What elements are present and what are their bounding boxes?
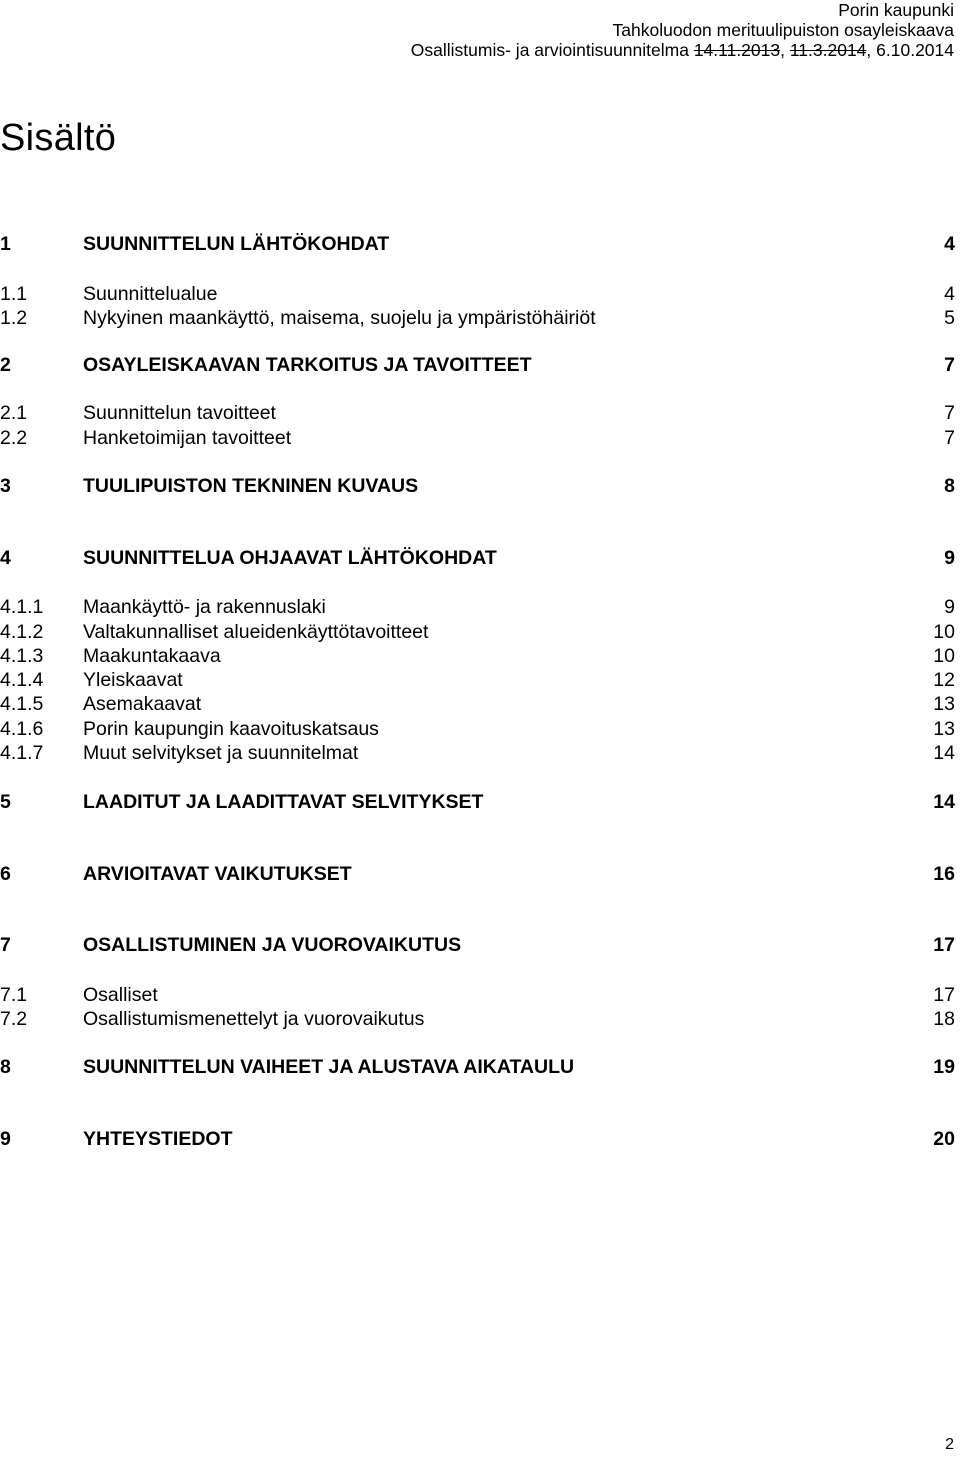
toc-entry-number: 7.1 bbox=[0, 984, 28, 1006]
toc-entry-title: LAADITUT JA LAADITTAVAT SELVITYKSET bbox=[83, 791, 484, 813]
toc-entry-page: 14 bbox=[933, 791, 955, 813]
toc-entry-2-1[interactable] bbox=[0, 401, 955, 425]
page-number: 2 bbox=[945, 1436, 954, 1453]
header-date-separator: , bbox=[780, 40, 790, 60]
toc-entry-page: 13 bbox=[933, 693, 955, 715]
toc-entry-2[interactable] bbox=[0, 353, 955, 377]
toc-entry-4-1-1[interactable] bbox=[0, 595, 955, 619]
toc-entry-number: 2.2 bbox=[0, 427, 28, 449]
toc-entry-7-2[interactable] bbox=[0, 1007, 955, 1031]
toc-entry-title: Maankäyttö- ja rakennuslaki bbox=[83, 596, 326, 618]
toc-entry-title: ARVIOITAVAT VAIKUTUKSET bbox=[83, 863, 352, 885]
toc-entry-page: 5 bbox=[944, 307, 955, 329]
header-struck-date-2: 11.3.2014 bbox=[789, 40, 867, 60]
toc-entry-page: 14 bbox=[933, 742, 955, 764]
toc-entry-title: Osallistumismenettelyt ja vuorovaikutus bbox=[83, 1008, 425, 1030]
toc-entry-8[interactable] bbox=[0, 1055, 955, 1079]
toc-entry-number: 4.1.6 bbox=[0, 718, 44, 740]
toc-entry-page: 7 bbox=[944, 427, 955, 449]
toc-entry-page: 7 bbox=[944, 354, 955, 376]
toc-entry-title: Yleiskaavat bbox=[83, 669, 183, 691]
toc-entry-page: 9 bbox=[944, 547, 955, 569]
document-header bbox=[411, 0, 954, 60]
toc-entry-number: 4.1.3 bbox=[0, 645, 44, 667]
toc-entry-title: Valtakunnalliset alueidenkäyttötavoitteet bbox=[83, 621, 429, 643]
toc-entry-title: Asemakaavat bbox=[83, 693, 202, 715]
toc-entry-title: TUULIPUISTON TEKNINEN KUVAUS bbox=[83, 475, 419, 497]
toc-entry-3[interactable] bbox=[0, 474, 955, 498]
toc-entry-9[interactable] bbox=[0, 1127, 955, 1151]
header-organization: Porin kaupunki bbox=[838, 0, 954, 20]
toc-entry-number: 5 bbox=[0, 791, 11, 813]
header-current-date: , 6.10.2014 bbox=[866, 40, 954, 60]
toc-entry-number: 4.1.1 bbox=[0, 596, 44, 618]
toc-title: Sisältö bbox=[0, 117, 117, 159]
toc-entry-number: 2.1 bbox=[0, 402, 28, 424]
header-struck-date-1: 14.11.2013 bbox=[693, 40, 781, 60]
toc-entry-1[interactable] bbox=[0, 232, 955, 256]
header-project-title: Tahkoluodon merituulipuiston osayleiskaava bbox=[612, 20, 954, 40]
toc-entry-number: 7 bbox=[0, 934, 11, 956]
toc-entry-4-1-7[interactable] bbox=[0, 741, 955, 765]
toc-entry-title: SUUNNITTELUN LÄHTÖKOHDAT bbox=[83, 233, 390, 255]
toc-entry-page: 13 bbox=[933, 718, 955, 740]
toc-entry-page: 4 bbox=[944, 233, 955, 255]
toc-entry-5[interactable] bbox=[0, 790, 955, 814]
toc-entry-page: 17 bbox=[933, 934, 955, 956]
header-doc-name: Osallistumis- ja arviointisuunnitelma bbox=[410, 40, 694, 60]
toc-entry-page: 8 bbox=[944, 475, 955, 497]
toc-entry-number: 4 bbox=[0, 547, 11, 569]
toc-entry-title: Nykyinen maankäyttö, maisema, suojelu ja ympäristöhäiriöt bbox=[83, 307, 596, 329]
toc-entry-number: 1.2 bbox=[0, 307, 28, 329]
toc-entry-2-2[interactable] bbox=[0, 426, 955, 450]
toc-entry-number: 4.1.4 bbox=[0, 669, 44, 691]
toc-entry-number: 3 bbox=[0, 475, 11, 497]
toc-entry-page: 10 bbox=[933, 621, 955, 643]
toc-entry-title: OSALLISTUMINEN JA VUOROVAIKUTUS bbox=[83, 934, 462, 956]
toc-entry-page: 9 bbox=[944, 596, 955, 618]
toc-entry-6[interactable] bbox=[0, 862, 955, 886]
toc-entry-title: Suunnittelun tavoitteet bbox=[83, 402, 276, 424]
toc-entry-number: 2 bbox=[0, 354, 11, 376]
toc-entry-number: 8 bbox=[0, 1056, 11, 1078]
toc-entry-number: 9 bbox=[0, 1128, 11, 1150]
toc-entry-7[interactable] bbox=[0, 933, 955, 957]
toc-entry-number: 1.1 bbox=[0, 283, 28, 305]
toc-entry-title: SUUNNITTELUA OHJAAVAT LÄHTÖKOHDAT bbox=[83, 547, 497, 569]
toc-entry-number: 7.2 bbox=[0, 1008, 28, 1030]
toc-entry-page: 12 bbox=[933, 669, 955, 691]
toc-entry-page: 20 bbox=[933, 1128, 955, 1150]
toc-entry-title: Osalliset bbox=[83, 984, 158, 1006]
toc-entry-4-1-2[interactable] bbox=[0, 620, 955, 644]
toc-entry-number: 1 bbox=[0, 233, 11, 255]
toc-entry-4[interactable] bbox=[0, 546, 955, 570]
toc-entry-4-1-6[interactable] bbox=[0, 717, 955, 741]
toc-entry-number: 4.1.5 bbox=[0, 693, 44, 715]
toc-entry-4-1-4[interactable] bbox=[0, 668, 955, 692]
toc-entry-title: Hanketoimijan tavoitteet bbox=[83, 427, 292, 449]
toc-entry-page: 18 bbox=[933, 1008, 955, 1030]
toc-entry-page: 4 bbox=[944, 283, 955, 305]
toc-entry-number: 4.1.2 bbox=[0, 621, 44, 643]
toc-entry-1-1[interactable] bbox=[0, 282, 955, 306]
toc-entry-title: Muut selvitykset ja suunnitelmat bbox=[83, 742, 359, 764]
toc-entry-title: Suunnittelualue bbox=[83, 283, 218, 305]
toc-entry-page: 17 bbox=[933, 984, 955, 1006]
toc-entry-page: 7 bbox=[944, 402, 955, 424]
header-document-version bbox=[411, 40, 954, 60]
toc-entry-page: 16 bbox=[933, 863, 955, 885]
toc-entry-page: 10 bbox=[933, 645, 955, 667]
toc-entry-4-1-3[interactable] bbox=[0, 644, 955, 668]
toc-entry-number: 6 bbox=[0, 863, 11, 885]
toc-entry-title: YHTEYSTIEDOT bbox=[83, 1128, 233, 1150]
toc-entry-title: OSAYLEISKAAVAN TARKOITUS JA TAVOITTEET bbox=[83, 354, 532, 376]
toc-entry-7-1[interactable] bbox=[0, 983, 955, 1007]
toc-entry-4-1-5[interactable] bbox=[0, 692, 955, 716]
toc-entry-title: SUUNNITTELUN VAIHEET JA ALUSTAVA AIKATAULU bbox=[83, 1056, 575, 1078]
toc-entry-number: 4.1.7 bbox=[0, 742, 44, 764]
toc-entry-title: Porin kaupungin kaavoituskatsaus bbox=[83, 718, 379, 740]
toc-entry-title: Maakuntakaava bbox=[83, 645, 221, 667]
toc-entry-page: 19 bbox=[933, 1056, 955, 1078]
toc-entry-1-2[interactable] bbox=[0, 306, 955, 330]
